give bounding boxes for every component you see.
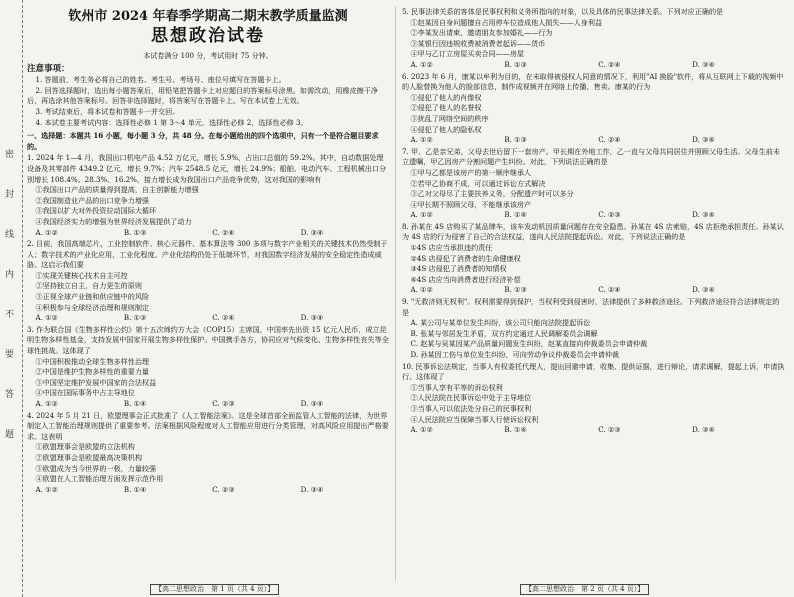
question-option: ①赵某因自身问题擅自占用停车位造成他人损失——人身利益 bbox=[410, 17, 603, 27]
question-option: ③正视全球产业链和供应链中的风险 bbox=[35, 292, 150, 302]
question-option: A. 某公司与某单位发生纠纷，该公司只能向法院提起诉讼 bbox=[410, 318, 591, 328]
column-divider bbox=[395, 6, 396, 581]
answer-choice: B. ①④ bbox=[504, 425, 527, 435]
question-stem: 2. 目前，我国高端芯片、工业控制软件、核心元器件、基本算法等 300 多项与数字产业相关的关键技术仍然受制于人；数字技术的产业化应用，工业化程度、产业化结构仍处于低端环节，对我国数字经济发展的安全稳定性造成威胁。这启示我们要 bbox=[27, 239, 388, 270]
notice-title: 注意事项： bbox=[27, 63, 70, 74]
answer-choice: D. ③④ bbox=[300, 484, 324, 494]
question-option: ①甲与乙都是该房产的第一顺序继承人 bbox=[410, 167, 532, 177]
answer-choice: A. ①② bbox=[35, 227, 58, 237]
question-option: ④积极参与全球经济治理和规则制定 bbox=[35, 302, 150, 312]
exam-subtitle: 思想政治试卷 bbox=[151, 26, 265, 46]
question-stem: 7. 甲、乙是亲兄弟，父母去世后留下一套房产。甲长期在外地工作，乙一直与父母共同居住并照顾父母生活。父母生前未立遗嘱，甲乙因房产分割问题产生纠纷。对此，下列说法正确的是 bbox=[402, 146, 780, 167]
answer-choices bbox=[402, 425, 786, 436]
question-stem: 5. 民事法律关系的客体是民事权利和义务所指向的对象，以及具体的民事法律关系。下列对应正确的是 bbox=[402, 7, 724, 16]
answer-choice: B. ①④ bbox=[123, 484, 147, 494]
question-option: C. 赵某与吴某因某产品质量问题发生纠纷，赵某直接向仲裁委员会申请仲裁 bbox=[410, 339, 648, 349]
answer-choice: B. ①③ bbox=[123, 227, 147, 237]
question-option: ②李某发出请柬，邀请朋友参加婚礼——行为 bbox=[410, 28, 553, 38]
answer-choices bbox=[27, 399, 389, 410]
answer-choices bbox=[402, 60, 786, 71]
answer-choice: A. ①② bbox=[35, 484, 58, 494]
question-option: B. 张某与邻居发生矛盾，双方约定通过人民调解委员会调解 bbox=[410, 328, 598, 338]
binding-char: 答 bbox=[5, 390, 15, 400]
binding-char: 题 bbox=[5, 430, 15, 440]
question-option: ①我国出口产品的质量得到提高，自主创新能力增强 bbox=[35, 185, 199, 195]
answer-choice: B. ①③ bbox=[504, 59, 527, 69]
answer-choice: C. ②④ bbox=[212, 313, 235, 323]
score-line: 本试卷满分 100 分，考试用时 75 分钟。 bbox=[143, 52, 273, 60]
answer-choice: A. ①② bbox=[410, 210, 433, 220]
binding-char: 封 bbox=[5, 190, 15, 200]
question-option: ①当事人享有平等的诉讼权利 bbox=[410, 382, 503, 392]
question bbox=[402, 297, 786, 361]
question-option: D. 孙某因工伤与单位发生纠纷，可向劳动争议仲裁委员会申请仲裁 bbox=[410, 350, 620, 359]
question-option: ②欧盟理事会是欧盟最高决策机构 bbox=[35, 452, 142, 462]
question bbox=[402, 72, 786, 146]
question-option: ④欧盟在人工智能治理方面发挥示范作用 bbox=[35, 474, 164, 484]
answer-choice: B. ①④ bbox=[504, 210, 527, 220]
question-stem: 一、选择题：本题共 16 小题，每小题 3 分，共 48 分。在每小题给出的四个选项中，只有一个是符合题目要求的。 bbox=[27, 131, 379, 151]
left-column bbox=[27, 6, 389, 495]
notice-item: 2. 回答选择题时，选出每小题答案后，用铅笔把答题卡上对应题目的答案标号涂黑。如需改动，用橡皮擦干净后，再选涂其他答案标号。回答非选择题时，将答案写在答题卡上。写在本试卷上无效。 bbox=[27, 85, 378, 106]
answer-choice: C. ②④ bbox=[598, 285, 621, 295]
answer-choice: A. ①② bbox=[410, 59, 433, 69]
binding-char: 内 bbox=[5, 270, 15, 280]
answer-choice: B. ①③ bbox=[504, 135, 527, 145]
answer-choice: D. ③④ bbox=[692, 210, 715, 220]
question-option: ②我国制造业产品的出口竞争力增强 bbox=[35, 195, 150, 205]
answer-choices bbox=[27, 313, 389, 324]
answer-choices bbox=[27, 485, 389, 496]
question bbox=[402, 7, 786, 71]
page-footer-left: 【高二思想政治 第 1 页（共 4 页）】 bbox=[150, 584, 279, 595]
question bbox=[27, 153, 389, 238]
question-option: ①中国积极推动全球生物多样性治理 bbox=[35, 356, 150, 366]
answer-choices bbox=[402, 285, 786, 296]
question-option: ③乙对父母尽了主要扶养义务，分配遗产时可以多分 bbox=[410, 189, 574, 199]
answer-choice: C. ②③ bbox=[598, 425, 621, 435]
question-stem: 3. 作为联合国《生物多样性公约》第十五次缔约方大会（COP15）主席国，中国率先出资 15 亿元人民币，成立昆明生物多样性基金，支持发展中国家开展生物多样性保护。中国携手各方，协同应对气候变化、生物多样性丧失等全球性挑战。这体现了 bbox=[27, 324, 389, 356]
question bbox=[402, 222, 786, 296]
left-question-list bbox=[27, 131, 389, 495]
question-stem: 9. "无救济则无权利"。权利需要得到保护，当权利受到侵害时，法律提供了多种救济途径。下列救济途径符合法律规定的是 bbox=[402, 297, 780, 317]
question-option: ④甲与乙订立房屋买卖合同——房屋 bbox=[410, 49, 525, 59]
notice-item: 4. 本试卷主要考试内容：选择性必修 1 第 3～4 单元，选择性必修 2，选择性必修 3。 bbox=[35, 117, 308, 127]
answer-choice: C. ②③ bbox=[212, 484, 235, 494]
question-option: ③中国坚定维护发展中国家的合法权益 bbox=[35, 377, 157, 387]
question-option: ③某银行因违规收费被消费者起诉——货币 bbox=[410, 38, 546, 48]
answer-choice: C. ②④ bbox=[598, 135, 621, 145]
question-option: ④人民法院应当保障当事人行使诉讼权利 bbox=[410, 414, 539, 424]
question-option: ②坚持独立自主，自力更生的原则 bbox=[35, 281, 142, 291]
answer-choice: C. ②④ bbox=[598, 59, 621, 69]
answer-choices bbox=[402, 135, 786, 146]
answer-choice: A. ①② bbox=[410, 425, 433, 435]
question-stem: 6. 2023 年 6 月，康某以牟利为目的，在未取得被侵权人同意的情况下，利用"AI 换脸"软件，将从互联网上下载的视频中的人脸替换为他人的脸部信息，制作成视频并在网络上传播、售卖。康某的行为 bbox=[402, 71, 784, 92]
answer-choice: C. ②③ bbox=[598, 210, 621, 220]
page-footer-right: 【高二思想政治 第 2 页（共 4 页）】 bbox=[520, 584, 649, 595]
right-question-list bbox=[402, 7, 786, 436]
question-option: ③当事人可以依法处分自己的民事权利 bbox=[410, 403, 532, 413]
binding-char: 线 bbox=[5, 230, 15, 240]
answer-choice: D. ③④ bbox=[692, 135, 715, 145]
question-option: ④甲长期不照顾父母，不能继承该房产 bbox=[410, 199, 532, 209]
answer-choice: A. ①② bbox=[35, 399, 58, 408]
question-stem: 8. 孙某在 4S 店购买了某品牌车，该车发动机因质量问题存在安全隐患。孙某在 4S 店索赔，4S 店拒绝承担责任。孙某认为 4S 店的行为侵害了自己的合法权益，遂向人民法院提起诉讼。对此，下列说法正确的是 bbox=[402, 221, 784, 242]
answer-choice: C. ②④ bbox=[212, 227, 235, 237]
answer-choice: D. ③④ bbox=[692, 59, 715, 69]
notice-list bbox=[27, 75, 389, 128]
answer-choice: D. ③④ bbox=[692, 425, 715, 435]
exam-title: 钦州市 2024 年春季学期高二期末教学质量监测 bbox=[68, 9, 348, 24]
answer-choice: D. ③④ bbox=[300, 227, 324, 237]
answer-choice: B. ①③ bbox=[504, 285, 527, 295]
question-option: ②侵犯了他人的名誉权 bbox=[410, 103, 482, 113]
answer-choice: A. ①② bbox=[35, 313, 58, 323]
question-option: ①实现关键核心技术自主可控 bbox=[35, 270, 128, 280]
question-option: ③扰乱了网络空间的秩序 bbox=[410, 113, 489, 123]
question-option: ③4S 店侵犯了消费者的知情权 bbox=[410, 264, 507, 274]
answer-choice: A. ①② bbox=[410, 285, 433, 295]
question bbox=[402, 147, 786, 221]
question bbox=[402, 362, 786, 436]
answer-choice: A. ①② bbox=[410, 135, 433, 145]
binding-char: 密 bbox=[5, 150, 15, 160]
question-option: ①4S 店应当承担违约责任 bbox=[410, 243, 493, 253]
question-option: ①侵犯了他人的肖像权 bbox=[410, 92, 482, 102]
question bbox=[27, 239, 389, 324]
right-column bbox=[402, 6, 786, 436]
answer-choices bbox=[27, 228, 389, 239]
answer-choice: D. ③④ bbox=[300, 399, 324, 408]
question-option: ②人民法院在民事诉讼中处于主导地位 bbox=[410, 393, 532, 403]
question-option: ④中国在国际事务中占主导地位 bbox=[35, 388, 135, 398]
answer-choice: D. ③④ bbox=[692, 285, 715, 295]
answer-choice: B. ①③ bbox=[123, 313, 147, 323]
binding-margin bbox=[0, 0, 23, 597]
question-stem: 1. 2024 年 1—4 月，我国出口机电产品 4.52 万亿元，增长 5.9%，占出口总值的 59.2%。其中，自动数据处理设备及其零部件 4349.2 亿元，增长 9.7%；汽车 2548.5 亿元，增长 24.9%；船舶、电动汽车、工程机械出口分别增长 108.4%、28.3%、16.2%，接力增长成为我国出口产品竞争优势，这对我国的影响有 bbox=[27, 153, 387, 184]
question-stem: 4. 2024 年 5 月 21 日，欧盟理事会正式批准了《人工智能法案》。这是全球首部全面监管人工智能的法律，为世界制定人工智能治理规则提供了重要参考。法案根据风险程度对人工智能应用进行分类管理，对高风险应用提出严格要求。这表明 bbox=[27, 410, 389, 441]
question-stem: 10. 民事诉讼法规定，当事人有权委托代理人，提出回避申请，收集、提供证据，进行辩论，请求调解，提起上诉，申请执行。这体现了 bbox=[402, 361, 785, 382]
answer-choice: B. ①④ bbox=[123, 399, 147, 408]
question-option: ④4S 店应当向消费者进行经济补偿 bbox=[410, 274, 521, 284]
answer-choices bbox=[402, 210, 786, 221]
question bbox=[27, 131, 389, 152]
question-option: ②4S 店侵犯了消费者的生命健康权 bbox=[410, 253, 521, 263]
question-option: ③欧盟成为当今世界的一极，力量较强 bbox=[35, 463, 157, 473]
question bbox=[27, 411, 389, 496]
question bbox=[27, 325, 389, 410]
binding-char: 不 bbox=[5, 310, 15, 320]
question-option: ③我国以扩大对外投资拉动国际大循环 bbox=[35, 206, 157, 216]
question-option: ②若甲乙协商不成，可以通过诉讼方式解决 bbox=[410, 178, 546, 188]
answer-choice: C. ②③ bbox=[212, 399, 235, 408]
notice-item: 1. 答题前，考生务必将自己的姓名、考生号、考场号、座位号填写在答题卡上。 bbox=[35, 75, 286, 85]
question-option: ④我国经济实力的增强为世界经济发展提供了动力 bbox=[35, 216, 192, 226]
question-option: ④侵犯了他人的隐私权 bbox=[410, 124, 482, 134]
notice-item: 3. 考试结束后，将本试卷和答题卡一并交回。 bbox=[35, 106, 180, 116]
question-option: ②中国是维护生物多样性的重要力量 bbox=[35, 367, 150, 377]
answer-choice: D. ③④ bbox=[300, 313, 324, 323]
question-option: ①欧盟理事会是欧盟的立法机构 bbox=[35, 442, 135, 452]
binding-char: 要 bbox=[5, 350, 15, 360]
